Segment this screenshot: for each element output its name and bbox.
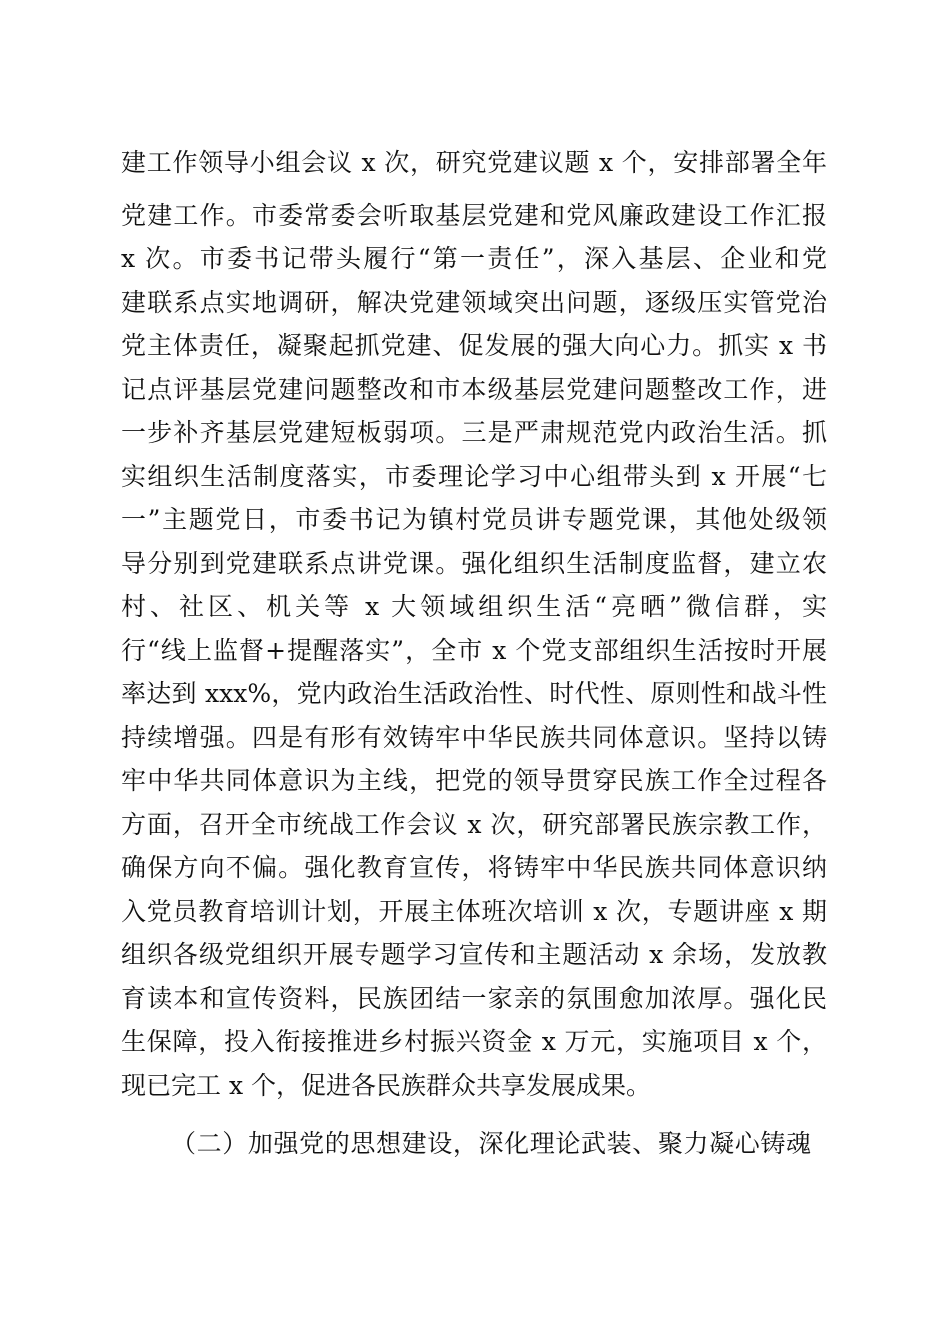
body-text-line-5: 党主体责任，凝聚起抓党建、促发展的强大向心力。抓实 x 书 [121,331,827,360]
body-text-line-15: 牢中华共同体意识为主线，把党的领导贯穿民族工作全过程各 [121,766,827,795]
body-text-line-17: 确保方向不偏。强化教育宣传，将铸牢中华民族共同体意识纳 [121,853,827,882]
body-text-line-18: 入党员教育培训计划，开展主体班次培训 x 次，专题讲座 x 期 [121,897,827,926]
body-text-line-13: 率达到 xxx%，党内政治生活政治性、时代性、原则性和战斗性 [121,679,827,708]
body-text-line-1: 建工作领导小组会议 x 次，研究党建议题 x 个，安排部署全年 [121,148,827,177]
body-text-line-11: 村、社区、机关等 x 大领域组织生活“亮晒”微信群，实 [121,592,827,621]
body-text-line-10: 导分别到党建联系点讲党课。强化组织生活制度监督，建立农 [121,549,827,578]
body-text-line-8: 实组织生活制度落实，市委理论学习中心组带头到 x 开展“七 [121,462,827,491]
body-text-line-3: x 次。市委书记带头履行“第一责任”，深入基层、企业和党 [121,244,827,273]
body-text-line-7: 一步补齐基层党建短板弱项。三是严肃规范党内政治生活。抓 [121,418,827,447]
body-text-line-20: 育读本和宣传资料，民族团结一家亲的氛围愈加浓厚。强化民 [121,984,827,1013]
body-text-line-4: 建联系点实地调研，解决党建领域突出问题，逐级压实管党治 [121,288,827,317]
body-text-line-21: 生保障，投入衔接推进乡村振兴资金 x 万元，实施项目 x 个， [121,1027,827,1056]
section-heading: （二）加强党的思想建设，深化理论武装、聚力凝心铸魂 [171,1129,811,1158]
body-text-line-12: 行“线上监督+提醒落实”，全市 x 个党支部组织生活按时开展 [121,636,827,665]
body-text-line-2: 党建工作。市委常委会听取基层党建和党风廉政建设工作汇报 [121,201,827,230]
body-text-line-14: 持续增强。四是有形有效铸牢中华民族共同体意识。坚持以铸 [121,723,827,752]
body-text-line-9: 一”主题党日，市委书记为镇村党员讲专题党课，其他处级领 [121,505,827,534]
body-text-line-6: 记点评基层党建问题整改和市本级基层党建问题整改工作，进 [121,375,827,404]
body-text-line-22: 现已完工 x 个，促进各民族群众共享发展成果。 [121,1071,651,1100]
body-text-line-16: 方面，召开全市统战工作会议 x 次，研究部署民族宗教工作， [121,810,827,839]
body-text-line-19: 组织各级党组织开展专题学习宣传和主题活动 x 余场，发放教 [121,940,827,969]
